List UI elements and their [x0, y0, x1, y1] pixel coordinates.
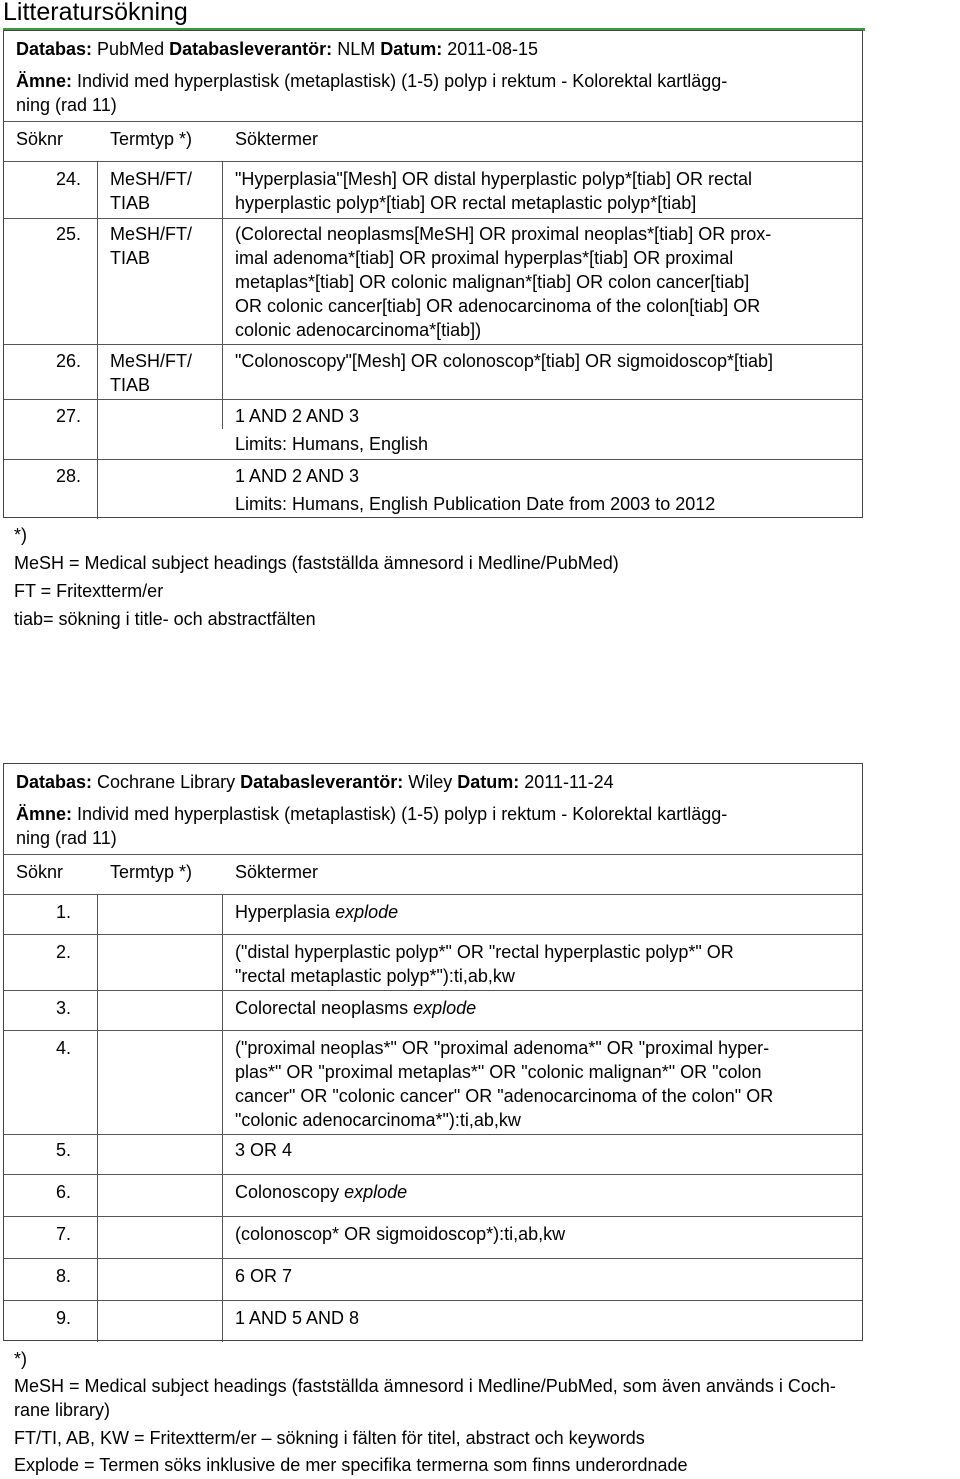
- column-divider: [222, 894, 223, 1342]
- divider: [4, 990, 862, 991]
- column-divider: [222, 161, 223, 429]
- term-type: MeSH/FT/: [110, 224, 193, 244]
- search-terms: plas*" OR "proximal metaplas*" OR "colonic malignan*" OR "colon: [235, 1062, 762, 1082]
- column-header-term-type: Termtyp *): [110, 129, 193, 149]
- column-divider: [97, 894, 98, 1342]
- page-title: Litteratursökning: [3, 0, 188, 26]
- search-terms: cancer" OR "colonic cancer" OR "adenocarcinoma of the colon" OR: [235, 1086, 774, 1106]
- divider: [4, 1174, 862, 1175]
- search-terms: (colonoscop* OR sigmoidoscop*):ti,ab,kw: [235, 1224, 566, 1244]
- footnote-line: rane library): [14, 1400, 111, 1420]
- footnote-line: MeSH = Medical subject headings (fastställda ämnesord i Medline/PubMed, som även används i Coch-: [14, 1376, 836, 1396]
- column-header-term-type: Termtyp *): [110, 862, 193, 882]
- footnote-line: Explode = Termen söks inklusive de mer specifika termerna som finns underordnade: [14, 1455, 688, 1475]
- column-header-search-no: Söknr: [16, 862, 64, 882]
- divider: [4, 399, 862, 400]
- search-terms: OR colonic cancer[tiab] OR adenocarcinoma of the colon[tiab] OR: [235, 296, 761, 316]
- search-limits: Limits: Humans, English Publication Date from 2003 to 2012: [235, 494, 716, 514]
- divider: [4, 1258, 862, 1259]
- search-terms: ("distal hyperplastic polyp*" OR "rectal hyperplastic polyp*" OR: [235, 942, 734, 962]
- pubmed-database-line: Databas: PubMed Databasleverantör: NLM Datum: 2011-08-15: [16, 39, 538, 59]
- term-type: MeSH/FT/: [110, 351, 193, 371]
- column-header-search-terms: Söktermer: [235, 129, 319, 149]
- column-header-search-no: Söknr: [16, 129, 64, 149]
- search-number: 26.: [56, 351, 82, 371]
- search-number: 28.: [56, 466, 82, 486]
- cochrane-database-line: Databas: Cochrane Library Databasleverantör: Wiley Datum: 2011-11-24: [16, 772, 614, 792]
- search-terms: metaplas*[tiab] OR colonic malignan*[tiab] OR colon cancer[tiab]: [235, 272, 750, 292]
- search-terms: "Colonoscopy"[Mesh] OR colonoscop*[tiab] OR sigmoidoscop*[tiab]: [235, 351, 774, 371]
- divider: [4, 854, 862, 855]
- search-terms: 1 AND 2 AND 3: [235, 466, 360, 486]
- search-terms: hyperplastic polyp*[tiab] OR rectal metaplastic polyp*[tiab]: [235, 193, 697, 213]
- divider: [4, 344, 862, 345]
- search-number: 27.: [56, 406, 82, 426]
- search-terms: Colorectal neoplasms explode: [235, 998, 477, 1018]
- footnote-line: tiab= sökning i title- och abstractfälten: [14, 609, 316, 629]
- cochrane-topic-line-2: ning (rad 11): [16, 828, 117, 848]
- footnote-marker: *): [14, 1349, 27, 1369]
- search-number: 7.: [56, 1224, 72, 1244]
- footnote-marker: *): [14, 525, 27, 545]
- search-terms: Hyperplasia explode: [235, 902, 399, 922]
- pubmed-search-table: [3, 30, 863, 518]
- search-terms: ("proximal neoplas*" OR "proximal adenoma*" OR "proximal hyper-: [235, 1038, 770, 1058]
- footnote-line: MeSH = Medical subject headings (fastställda ämnesord i Medline/PubMed): [14, 553, 619, 573]
- divider: [4, 1030, 862, 1031]
- search-number: 6.: [56, 1182, 72, 1202]
- search-number: 9.: [56, 1308, 72, 1328]
- term-type: TIAB: [110, 193, 151, 213]
- divider: [4, 218, 862, 219]
- divider: [4, 1216, 862, 1217]
- search-terms: 6 OR 7: [235, 1266, 293, 1286]
- pubmed-topic-line-2: ning (rad 11): [16, 95, 117, 115]
- pubmed-topic-line: Ämne: Individ med hyperplastisk (metaplastisk) (1-5) polyp i rektum - Kolorektal kartlägg-: [16, 71, 728, 91]
- cochrane-search-table: [3, 763, 863, 1341]
- divider: [4, 1134, 862, 1135]
- search-limits: Limits: Humans, English: [235, 434, 429, 454]
- search-number: 5.: [56, 1140, 72, 1160]
- term-type: TIAB: [110, 375, 151, 395]
- search-terms: 1 AND 5 AND 8: [235, 1308, 360, 1328]
- search-terms: 1 AND 2 AND 3: [235, 406, 360, 426]
- search-number: 4.: [56, 1038, 72, 1058]
- search-number: 24.: [56, 169, 82, 189]
- divider: [4, 459, 862, 460]
- search-terms: "Hyperplasia"[Mesh] OR distal hyperplastic polyp*[tiab] OR rectal: [235, 169, 752, 189]
- divider: [4, 934, 862, 935]
- search-number: 2.: [56, 942, 72, 962]
- search-number: 3.: [56, 998, 72, 1018]
- term-type: MeSH/FT/: [110, 169, 193, 189]
- divider: [4, 1300, 862, 1301]
- column-header-search-terms: Söktermer: [235, 862, 319, 882]
- search-number: 8.: [56, 1266, 72, 1286]
- search-terms: colonic adenocarcinoma*[tiab]): [235, 320, 482, 340]
- cochrane-topic-line: Ämne: Individ med hyperplastisk (metaplastisk) (1-5) polyp i rektum - Kolorektal kartlägg-: [16, 804, 728, 824]
- search-terms: "rectal metaplastic polyp*"):ti,ab,kw: [235, 966, 515, 986]
- search-terms: Colonoscopy explode: [235, 1182, 408, 1202]
- footnote-line: FT = Fritextterm/er: [14, 581, 164, 601]
- search-terms: (Colorectal neoplasms[MeSH] OR proximal neoplas*[tiab] OR prox-: [235, 224, 772, 244]
- footnote-line: FT/TI, AB, KW = Fritextterm/er – sökning i fälten för titel, abstract och keywords: [14, 1428, 645, 1448]
- search-number: 1.: [56, 902, 72, 922]
- search-number: 25.: [56, 224, 82, 244]
- term-type: TIAB: [110, 248, 151, 268]
- divider: [4, 161, 862, 162]
- search-terms: imal adenoma*[tiab] OR proximal hyperplas*[tiab] OR proximal: [235, 248, 734, 268]
- divider: [4, 894, 862, 895]
- divider: [4, 121, 862, 122]
- search-terms: "colonic adenocarcinoma*"):ti,ab,kw: [235, 1110, 521, 1130]
- search-terms: 3 OR 4: [235, 1140, 293, 1160]
- column-divider: [97, 161, 98, 519]
